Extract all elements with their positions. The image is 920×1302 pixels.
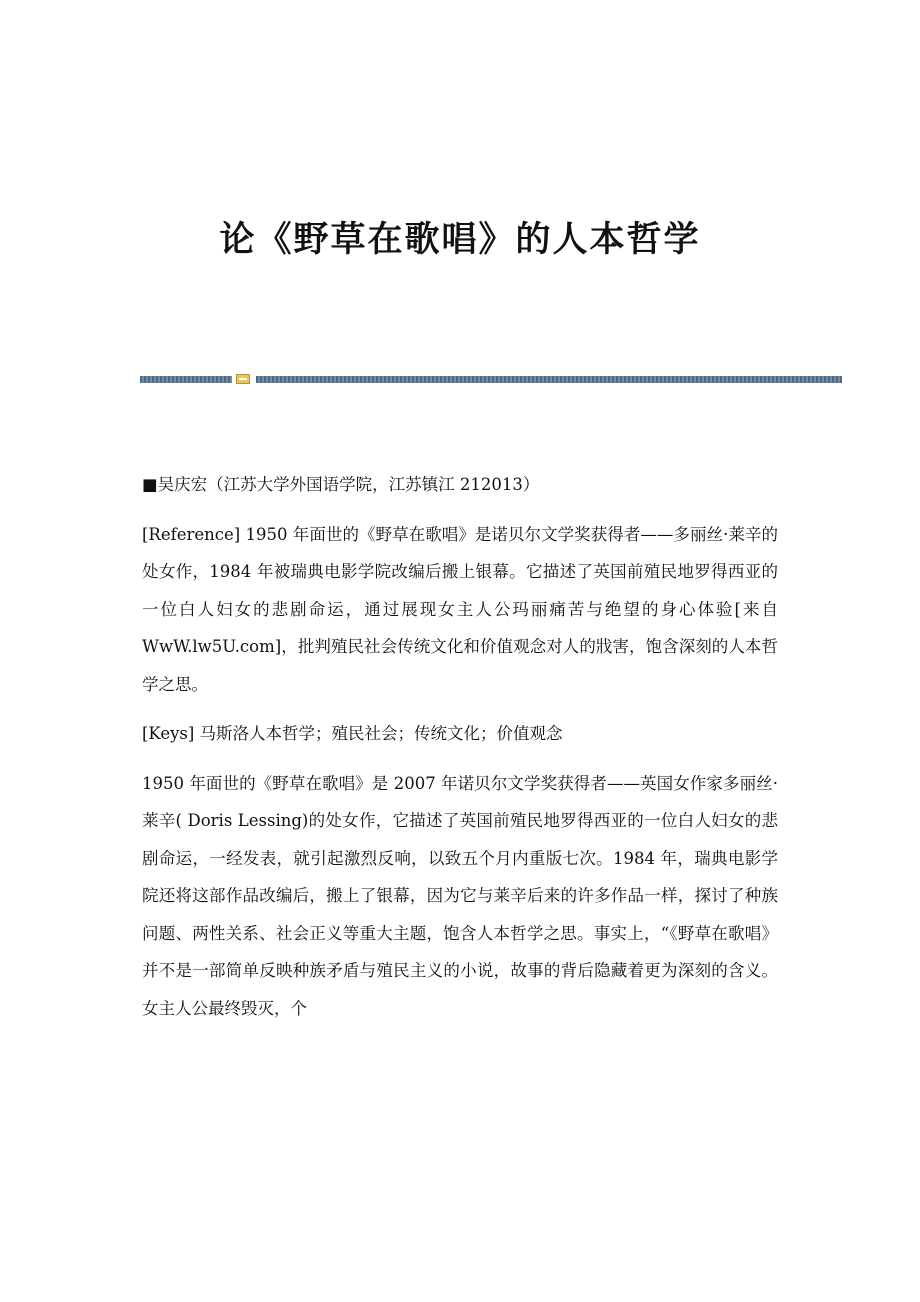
abstract-paragraph: [Reference] 1950 年面世的《野草在歌唱》是诺贝尔文学奖获得者——多丽丝·莱辛的处女作，1984 年被瑞典电影学院改编后搬上银幕。它描述了英国前殖民地罗得西亚的一位白人妇女的悲剧命运，通过展现女主人公玛丽痛苦与绝望的身心体验[来自 WwW.lw5U.com]，批判殖民社会传统文化和价值观念对人的戕害，饱含深刻的人本哲学之思。	[142, 524, 778, 694]
author-line: ■吴庆宏（江苏大学外国语学院，江苏镇江 212013）	[142, 475, 540, 494]
page-title: 论《野草在歌唱》的人本哲学	[219, 219, 701, 260]
body-paragraph: 1950 年面世的《野草在歌唱》是 2007 年诺贝尔文学奖获得者——英国女作家多丽丝·莱辛( Doris Lessing)的处女作，它描述了英国前殖民地罗得西亚的一位白人妇女的悲剧命运，一经发表，就引起激烈反响，以致五个月内重版七次。1984 年，瑞典电影学院还将这部作品改编后，搬上了银幕，因为它与莱辛后来的许多作品一样，探讨了种族问题、两性关系、社会正义等重大主题，饱含人本哲学之思。事实上，“《野草在歌唱》并不是一部简单反映种族矛盾与殖民主义的小说，故事的背后隐藏着更为深刻的含义。女主人公最终毁灭，个	[142, 773, 778, 1018]
article-content	[142, 466, 778, 1039]
divider-bar-left	[140, 376, 232, 383]
decorative-divider	[140, 374, 842, 384]
divider-bar-right	[256, 376, 842, 383]
keywords-line: [Keys] 马斯洛人本哲学；殖民社会；传统文化；价值观念	[142, 724, 563, 743]
envelope-ornament-icon	[236, 374, 250, 384]
